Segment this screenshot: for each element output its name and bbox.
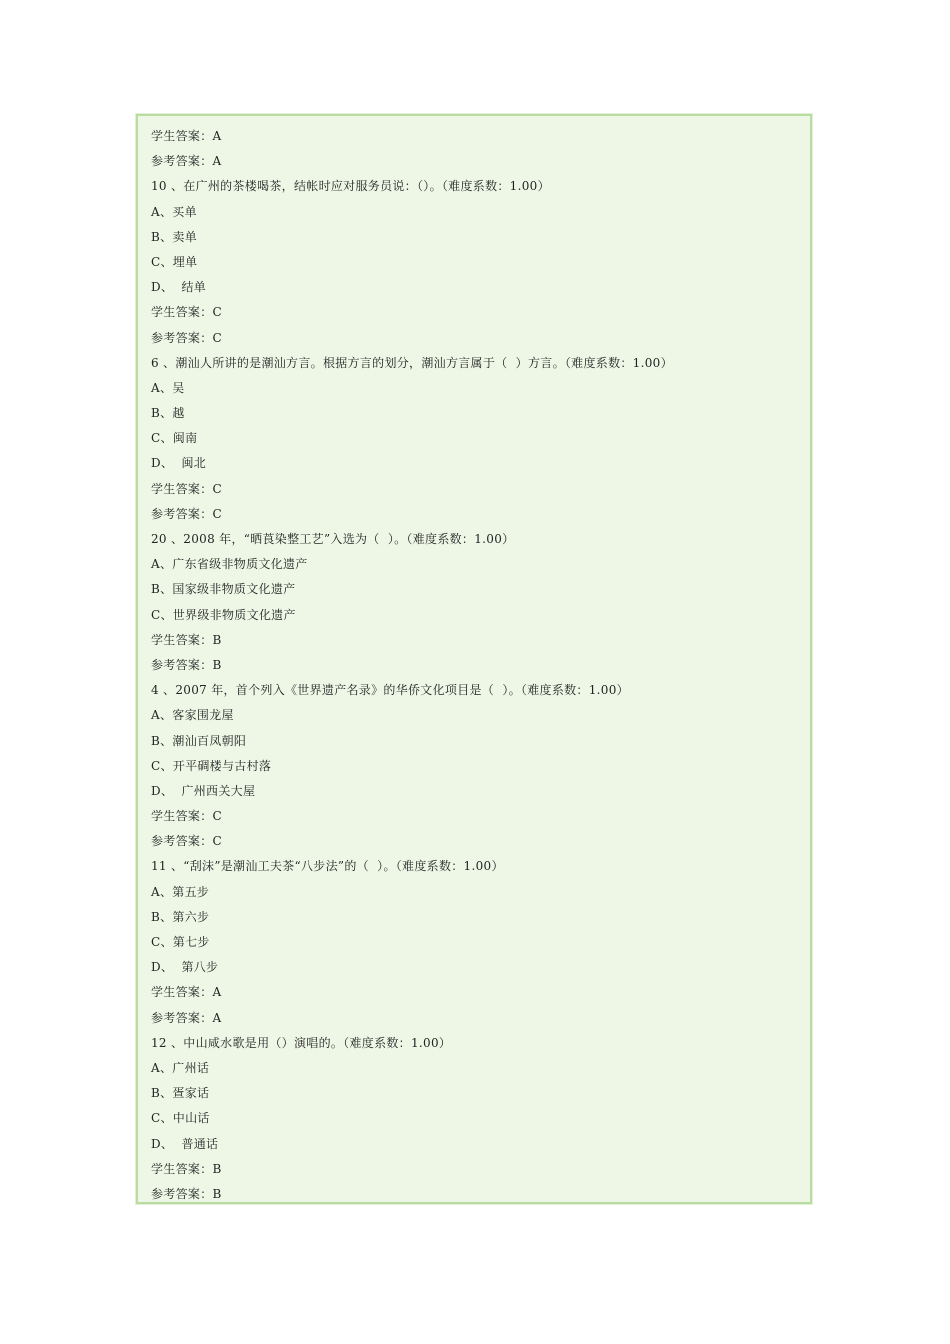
option-a: A、客家围龙屋 (151, 708, 234, 723)
reference-answer: 参考答案：C (151, 506, 222, 521)
option-c: C、中山话 (151, 1111, 210, 1126)
question-4: 4 、2007 年，首个列入《世界遗产名录》的华侨文化项目是（ ）。（难度系数：1.00） (151, 683, 629, 698)
option-b: B、越 (151, 406, 185, 421)
question-11: 11 、“刮沫”是潮汕工夫茶“八步法”的（ ）。（难度系数：1.00） (151, 859, 504, 874)
question-10: 10 、在广州的茶楼喝茶，结帐时应对服务员说：（）。（难度系数：1.00） (151, 179, 550, 194)
option-b: B、卖单 (151, 229, 198, 244)
student-answer: 学生答案：B (151, 632, 222, 647)
option-d: D、 广州西关大屋 (151, 783, 256, 798)
option-c: C、世界级非物质文化遗产 (151, 607, 296, 622)
option-d: D、 普通话 (151, 1136, 219, 1151)
reference-answer: 参考答案：C (151, 834, 222, 849)
student-answer: 学生答案：A (151, 129, 222, 143)
option-c: C、第七步 (151, 935, 210, 949)
option-c: C、埋单 (151, 254, 198, 269)
option-d: D、 第八步 (151, 960, 219, 975)
question-20: 20 、2008 年，“晒莨染整工艺”入选为（ ）。（难度系数：1.00） (151, 532, 515, 546)
student-answer: 学生答案：B (151, 1161, 222, 1176)
option-c: C、开平碉楼与古村落 (151, 758, 272, 773)
option-a: A、第五步 (151, 884, 210, 899)
student-answer: 学生答案：A (151, 985, 222, 1000)
option-b: B、疍家话 (151, 1086, 210, 1101)
answer-panel (136, 114, 812, 1204)
option-d: D、 结单 (151, 280, 207, 295)
option-b: B、第六步 (151, 909, 210, 924)
option-a: A、广东省级非物质文化遗产 (151, 557, 308, 572)
reference-answer: 参考答案：C (151, 330, 222, 345)
reference-answer: 参考答案：B (151, 657, 222, 672)
reference-answer: 参考答案：B (151, 1186, 222, 1201)
option-a: A、广州话 (151, 1060, 210, 1075)
option-b: B、潮汕百凤朝阳 (151, 733, 247, 748)
question-12: 12 、中山咸水歌是用（）演唱的。（难度系数：1.00） (151, 1035, 452, 1050)
question-6: 6 、潮汕人所讲的是潮汕方言。根据方言的划分，潮汕方言属于（ ）方言。（难度系数：1.00） (151, 355, 673, 370)
student-answer: 学生答案：C (151, 481, 222, 496)
option-c: C、闽南 (151, 431, 198, 446)
reference-answer: 参考答案：A (151, 154, 222, 169)
reference-answer: 参考答案：A (151, 1010, 222, 1025)
option-d: D、 闽北 (151, 456, 207, 471)
option-a: A、买单 (151, 204, 197, 219)
student-answer: 学生答案：C (151, 305, 222, 320)
student-answer: 学生答案：C (151, 809, 222, 824)
option-a: A、吴 (151, 380, 185, 395)
option-b: B、国家级非物质文化遗产 (151, 582, 296, 597)
